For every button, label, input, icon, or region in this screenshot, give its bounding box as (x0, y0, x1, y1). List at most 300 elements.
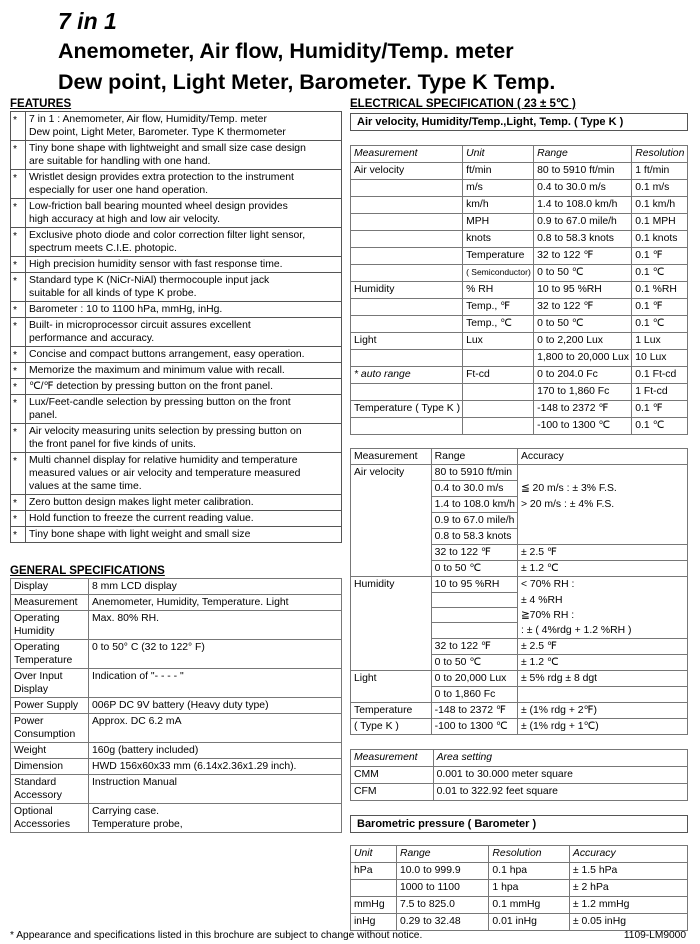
spec-label (11, 775, 89, 804)
table-cell (351, 299, 463, 316)
table-row (351, 513, 688, 529)
feature-text-line: panel. (29, 410, 58, 421)
table-cell: % RH (463, 282, 534, 299)
general-specs-heading: GENERAL SPECIFICATIONS (10, 565, 165, 577)
table-row (351, 401, 688, 418)
table-cell: 0.1 ℉ (632, 299, 688, 316)
column-header: Unit (351, 845, 397, 862)
spec-value (89, 759, 342, 775)
airflow-area-table (350, 749, 688, 801)
spec-value (89, 640, 342, 669)
table-cell (351, 545, 432, 561)
table-cell: 0.1 hpa (489, 862, 570, 879)
product-title-line-2: Dew point, Light Meter, Barometer. Type K Temp. (58, 70, 556, 94)
table-row (351, 545, 688, 561)
table-cell (517, 529, 687, 545)
table-row (351, 180, 688, 197)
feature-bullet: * (11, 347, 26, 363)
table-cell: Temp., ℉ (463, 299, 534, 316)
product-title-line-1: Anemometer, Air flow, Humidity/Temp. meter (58, 39, 514, 63)
feature-bullet: * (11, 170, 26, 199)
table-row (351, 299, 688, 316)
table-cell: km/h (463, 197, 534, 214)
spec-label-line: Temperature (14, 655, 73, 666)
feature-bullet: * (11, 112, 26, 141)
table-row (351, 367, 688, 384)
feature-text-line: Zero button design makes light meter calibration. (29, 497, 254, 508)
table-cell (351, 481, 432, 497)
table-cell: CMM (351, 766, 434, 783)
table-cell (351, 686, 432, 702)
table-cell (351, 248, 463, 265)
table-row (351, 913, 688, 930)
feature-item (11, 170, 342, 199)
feature-item (11, 379, 342, 395)
column-header: Area setting (433, 749, 687, 766)
table-cell: -100 to 1300 ℃ (431, 718, 517, 734)
table-cell: Air velocity (351, 163, 463, 180)
feature-text-line: Concise and compact buttons arrangement, easy operation. (29, 349, 305, 360)
spec-label-line: Optional (14, 806, 53, 817)
feature-bullet: * (11, 527, 26, 543)
table-cell (517, 465, 687, 481)
spec-label-line: Operating (14, 613, 60, 624)
table-cell: ± 4 %RH (517, 593, 687, 608)
feature-bullet: * (11, 511, 26, 527)
table-row (351, 577, 688, 593)
table-cell: 0.1 Ft-cd (632, 367, 688, 384)
spec-label (11, 611, 89, 640)
feature-item (11, 347, 342, 363)
feature-text-line: Tiny bone shape with lightweight and small size case design (29, 143, 306, 154)
table-row (351, 862, 688, 879)
table-row (351, 608, 688, 623)
table-cell: Air velocity (351, 465, 432, 481)
table-cell (351, 197, 463, 214)
spec-label (11, 743, 89, 759)
spec-label-line: Display (14, 684, 49, 695)
spec-label-line: Power (14, 716, 44, 727)
table-cell: > 20 m/s : ± 4% F.S. (517, 497, 687, 513)
features-list (10, 111, 342, 543)
spec-label (11, 640, 89, 669)
spec-value-line: Temperature probe, (92, 819, 183, 830)
table-cell: Lux (463, 333, 534, 350)
feature-text-line: suitable for all kinds of type K probe. (29, 288, 197, 299)
table-cell: 0 to 1,860 Fc (431, 686, 517, 702)
table-cell (351, 350, 463, 367)
table-cell: knots (463, 231, 534, 248)
table-cell: Temperature (463, 248, 534, 265)
spec-value-line: Instruction Manual (92, 777, 177, 788)
spec-value (89, 669, 342, 698)
table-row (351, 265, 688, 282)
feature-text (26, 112, 342, 141)
spec-row (11, 743, 342, 759)
spec-value-line: 160g (battery included) (92, 745, 199, 756)
spec-row (11, 611, 342, 640)
model-count-title: 7 in 1 (58, 8, 117, 34)
column-header: Range (431, 449, 517, 465)
spec-value (89, 714, 342, 743)
table-cell: < 70% RH : (517, 577, 687, 593)
feature-text (26, 228, 342, 257)
feature-text-line: ℃/℉ detection by pressing button on the front panel. (29, 381, 273, 392)
table-cell: 32 to 122 ℉ (534, 299, 632, 316)
feature-bullet: * (11, 395, 26, 424)
spec-value-line: 0 to 50° C (32 to 122° F) (92, 642, 205, 653)
header (58, 6, 555, 98)
feature-text (26, 318, 342, 347)
table-cell: Temperature ( Type K ) (351, 401, 463, 418)
table-cell: 80 to 5910 ft/min (431, 465, 517, 481)
table-cell: ± 2.5 ℉ (517, 638, 687, 654)
table-cell: ft/min (463, 163, 534, 180)
table-cell: Light (351, 670, 432, 686)
feature-item (11, 453, 342, 495)
feature-text-line: Memorize the maximum and minimum value with recall. (29, 365, 285, 376)
feature-item (11, 318, 342, 347)
table-cell: m/s (463, 180, 534, 197)
table-cell: ≦ 20 m/s : ± 3% F.S. (517, 481, 687, 497)
spec-label (11, 669, 89, 698)
table-row (351, 282, 688, 299)
feature-bullet: * (11, 318, 26, 347)
feature-text (26, 424, 342, 453)
spec-label-line: Dimension (14, 761, 64, 772)
column-header: Range (396, 845, 488, 862)
spec-value-line: HWD 156x60x33 mm (6.14x2.36x1.29 inch). (92, 761, 297, 772)
column-header: Resolution (632, 146, 688, 163)
feature-text (26, 302, 342, 318)
feature-bullet: * (11, 379, 26, 395)
table-cell: 0.1 ℉ (632, 401, 688, 418)
feature-text (26, 347, 342, 363)
spec-row (11, 595, 342, 611)
spec-label-line: Consumption (14, 729, 76, 740)
feature-text-line: Multi channel display for relative humidity and temperature (29, 455, 298, 466)
feature-text-line: the front panel for five kinds of units. (29, 439, 196, 450)
table-cell (431, 593, 517, 608)
table-cell: 0 to 204.0 Fc (534, 367, 632, 384)
table-row (351, 497, 688, 513)
table-row (351, 783, 688, 800)
table-cell: 0.1 %RH (632, 282, 688, 299)
table-cell: 1 ft/min (632, 163, 688, 180)
catalog-code: 1109-LM9000 (623, 930, 686, 941)
table-cell: hPa (351, 862, 397, 879)
table-header-row (351, 146, 688, 163)
barometer-subheading-box: Barometric pressure ( Barometer ) (350, 815, 688, 833)
table-cell: 0.1 m/s (632, 180, 688, 197)
table-cell: 10 Lux (632, 350, 688, 367)
feature-bullet: * (11, 199, 26, 228)
spec-value-line: Carrying case. (92, 806, 159, 817)
feature-bullet: * (11, 302, 26, 318)
table-cell: 0.1 ℃ (632, 265, 688, 282)
table-row (351, 529, 688, 545)
feature-text-line: values at the same time. (29, 481, 142, 492)
table-cell (351, 879, 397, 896)
table-cell: ± 1.2 mmHg (569, 896, 687, 913)
table-cell: ± 1.2 ℃ (517, 654, 687, 670)
column-header: Accuracy (569, 845, 687, 862)
spec-value (89, 595, 342, 611)
table-row (351, 593, 688, 608)
feature-bullet: * (11, 424, 26, 453)
feature-text-line: Wristlet design provides extra protection to the instrument (29, 172, 294, 183)
table-cell (517, 686, 687, 702)
table-cell: : ± ( 4%rdg + 1.2 %RH ) (517, 623, 687, 639)
feature-text (26, 511, 342, 527)
spec-row (11, 698, 342, 714)
table-cell: ± 2.5 ℉ (517, 545, 687, 561)
table-cell (351, 608, 432, 623)
table-cell: 0.1 ℃ (632, 316, 688, 333)
table-cell: 1 hpa (489, 879, 570, 896)
column-header: Resolution (489, 845, 570, 862)
feature-text (26, 453, 342, 495)
table-cell: 0.1 ℃ (632, 418, 688, 435)
features-heading: FEATURES (10, 98, 72, 110)
table-cell (351, 561, 432, 577)
table-cell (351, 497, 432, 513)
table-cell: Temperature (351, 702, 432, 718)
table-cell (351, 265, 463, 282)
table-row (351, 766, 688, 783)
table-cell: 0.4 to 30.0 m/s (431, 481, 517, 497)
table-cell: 0.4 to 30.0 m/s (534, 180, 632, 197)
feature-bullet: * (11, 257, 26, 273)
feature-text-line: Barometer : 10 to 1100 hPa, mmHg, inHg. (29, 304, 223, 315)
table-cell: ( Semiconductor) (463, 265, 534, 282)
feature-item (11, 395, 342, 424)
feature-text-line: spectrum meets C.I.E. photopic. (29, 243, 177, 254)
table-cell (463, 384, 534, 401)
feature-item (11, 257, 342, 273)
feature-bullet: * (11, 453, 26, 495)
electrical-heading: ELECTRICAL SPECIFICATION ( 23 ± 5℃ ) (350, 98, 576, 110)
table-cell: 32 to 122 ℉ (534, 248, 632, 265)
table-row (351, 465, 688, 481)
table-row (351, 561, 688, 577)
table-cell: 0.1 MPH (632, 214, 688, 231)
feature-text-line: 7 in 1 : Anemometer, Air flow, Humidity/Temp. meter (29, 114, 267, 125)
features-section (10, 98, 342, 833)
table-row (351, 670, 688, 686)
table-cell: 10 to 95 %RH (534, 282, 632, 299)
table-cell: 0.9 to 67.0 mile/h (431, 513, 517, 529)
feature-item (11, 363, 342, 379)
table-cell: -148 to 2372 ℉ (431, 702, 517, 718)
table-cell (351, 513, 432, 529)
table-row (351, 879, 688, 896)
feature-bullet: * (11, 495, 26, 511)
table-cell: 0.8 to 58.3 knots (534, 231, 632, 248)
table-header-row (351, 749, 688, 766)
table-cell (351, 231, 463, 248)
table-row (351, 248, 688, 265)
table-cell: 0 to 50 ℃ (534, 265, 632, 282)
table-row (351, 350, 688, 367)
table-cell: 0 to 50 ℃ (534, 316, 632, 333)
table-cell: 0 to 2,200 Lux (534, 333, 632, 350)
feature-item (11, 302, 342, 318)
table-cell (351, 593, 432, 608)
table-row (351, 686, 688, 702)
table-cell: 1,800 to 20,000 Lux (534, 350, 632, 367)
spec-row (11, 579, 342, 595)
column-header: Measurement (351, 449, 432, 465)
feature-item (11, 199, 342, 228)
table-cell: 0.1 ℉ (632, 248, 688, 265)
table-cell: Temp., ℃ (463, 316, 534, 333)
feature-bullet: * (11, 273, 26, 302)
feature-text-line: Built- in microprocessor circuit assures excellent (29, 320, 251, 331)
spec-label-line: Power Supply (14, 700, 79, 711)
table-cell: 0.8 to 58.3 knots (431, 529, 517, 545)
feature-text (26, 527, 342, 543)
table-cell: ± 1.5 hPa (569, 862, 687, 879)
table-cell: Humidity (351, 577, 432, 593)
table-cell (351, 316, 463, 333)
feature-text-line: Exclusive photo diode and color correction filter light sensor, (29, 230, 306, 241)
table-cell (463, 401, 534, 418)
feature-text-line: high accuracy at high and low air velocity. (29, 214, 220, 225)
spec-value (89, 611, 342, 640)
feature-text-line: Air velocity measuring units selection by pressing button on (29, 426, 302, 437)
feature-text-line: Low-friction ball bearing mounted wheel design provides (29, 201, 288, 212)
table-cell (517, 513, 687, 529)
column-header: Unit (463, 146, 534, 163)
feature-text-line: Lux/Feet-candle selection by pressing button on the front (29, 397, 291, 408)
table-cell: 0 to 50 ℃ (431, 561, 517, 577)
table-row (351, 638, 688, 654)
table-cell: 10 to 95 %RH (431, 577, 517, 593)
table-row (351, 231, 688, 248)
table-cell: 10.0 to 999.9 (396, 862, 488, 879)
footer-note: * Appearance and specifications listed in this brochure are subject to change without notice. (10, 930, 423, 941)
table-cell: 0.29 to 32.48 (396, 913, 488, 930)
table-cell: ± 5% rdg ± 8 dgt (517, 670, 687, 686)
feature-bullet: * (11, 141, 26, 170)
table-cell: 1.4 to 108.0 km/h (534, 197, 632, 214)
table-cell: ± (1% rdg + 2℉) (517, 702, 687, 718)
feature-text (26, 141, 342, 170)
feature-text-line: Tiny bone shape with light weight and small size (29, 529, 251, 540)
table-cell (351, 384, 463, 401)
table-cell: 32 to 122 ℉ (431, 545, 517, 561)
spec-label-line: Operating (14, 642, 60, 653)
table-cell: 80 to 5910 ft/min (534, 163, 632, 180)
barometer-table (350, 845, 688, 931)
table-row (351, 214, 688, 231)
spec-value-line: Anemometer, Humidity, Temperature. Light (92, 597, 289, 608)
table-cell: CFM (351, 783, 434, 800)
table-cell (351, 654, 432, 670)
spec-value-line: Indication of "- - - - " (92, 671, 184, 682)
table-cell: 0.9 to 67.0 mile/h (534, 214, 632, 231)
feature-text-line: Standard type K (NiCr-NiAl) thermocouple input jack (29, 275, 270, 286)
feature-text (26, 379, 342, 395)
column-header: Range (534, 146, 632, 163)
feature-item (11, 511, 342, 527)
feature-text (26, 199, 342, 228)
spec-label-line: Accessories (14, 819, 71, 830)
table-row (351, 384, 688, 401)
feature-text-line: Hold function to freeze the current reading value. (29, 513, 254, 524)
spec-row (11, 775, 342, 804)
table-cell (351, 623, 432, 639)
spec-value (89, 743, 342, 759)
table-cell (431, 608, 517, 623)
table-cell: ≧70% RH : (517, 608, 687, 623)
table-row (351, 418, 688, 435)
table-cell: ( Type K ) (351, 718, 432, 734)
spec-label-line: Display (14, 581, 49, 592)
table-cell: 170 to 1,860 Fc (534, 384, 632, 401)
table-cell: Ft-cd (463, 367, 534, 384)
feature-text-line: High precision humidity sensor with fast response time. (29, 259, 283, 270)
feature-text (26, 495, 342, 511)
spec-row (11, 759, 342, 775)
table-cell: ± (1% rdg + 1℃) (517, 718, 687, 734)
table-cell: 0.1 mmHg (489, 896, 570, 913)
table-cell: 0 to 20,000 Lux (431, 670, 517, 686)
column-header: Measurement (351, 146, 463, 163)
table-cell: 0.1 km/h (632, 197, 688, 214)
feature-item (11, 527, 342, 543)
general-specs-table (10, 578, 342, 833)
spec-label-line: Standard (14, 777, 57, 788)
feature-bullet: * (11, 228, 26, 257)
spec-value-line: 8 mm LCD display (92, 581, 177, 592)
table-row (351, 718, 688, 734)
table-cell: 1 Ft-cd (632, 384, 688, 401)
table-row (351, 896, 688, 913)
table-row (351, 481, 688, 497)
feature-text-line: performance and accuracy. (29, 333, 155, 344)
feature-item (11, 273, 342, 302)
feature-text (26, 170, 342, 199)
table-cell: 1 Lux (632, 333, 688, 350)
spec-label-line: Measurement (14, 597, 78, 608)
table-row (351, 197, 688, 214)
table-cell: -100 to 1300 ℃ (534, 418, 632, 435)
table-header-row (351, 449, 688, 465)
spec-row (11, 714, 342, 743)
range-resolution-table (350, 145, 688, 435)
feature-text-line: Dew point, Light Meter, Barometer. Type K thermometer (29, 127, 286, 138)
spec-row (11, 669, 342, 698)
table-cell: * auto range (351, 367, 463, 384)
table-row (351, 654, 688, 670)
electrical-subheading-box: Air velocity, Humidity/Temp.,Light, Temp. ( Type K ) (350, 113, 688, 131)
table-row (351, 333, 688, 350)
table-row (351, 163, 688, 180)
table-header-row (351, 845, 688, 862)
table-cell (463, 350, 534, 367)
spec-label-line: Humidity (14, 626, 55, 637)
spec-label-line: Weight (14, 745, 47, 756)
table-cell: 0.01 inHg (489, 913, 570, 930)
table-cell: 0.1 knots (632, 231, 688, 248)
feature-text-line: measured values or air velocity and temperature measured (29, 468, 301, 479)
table-cell (463, 418, 534, 435)
table-cell: inHg (351, 913, 397, 930)
table-cell: ± 1.2 ℃ (517, 561, 687, 577)
feature-text-line: are suitable for handling with one hand. (29, 156, 211, 167)
